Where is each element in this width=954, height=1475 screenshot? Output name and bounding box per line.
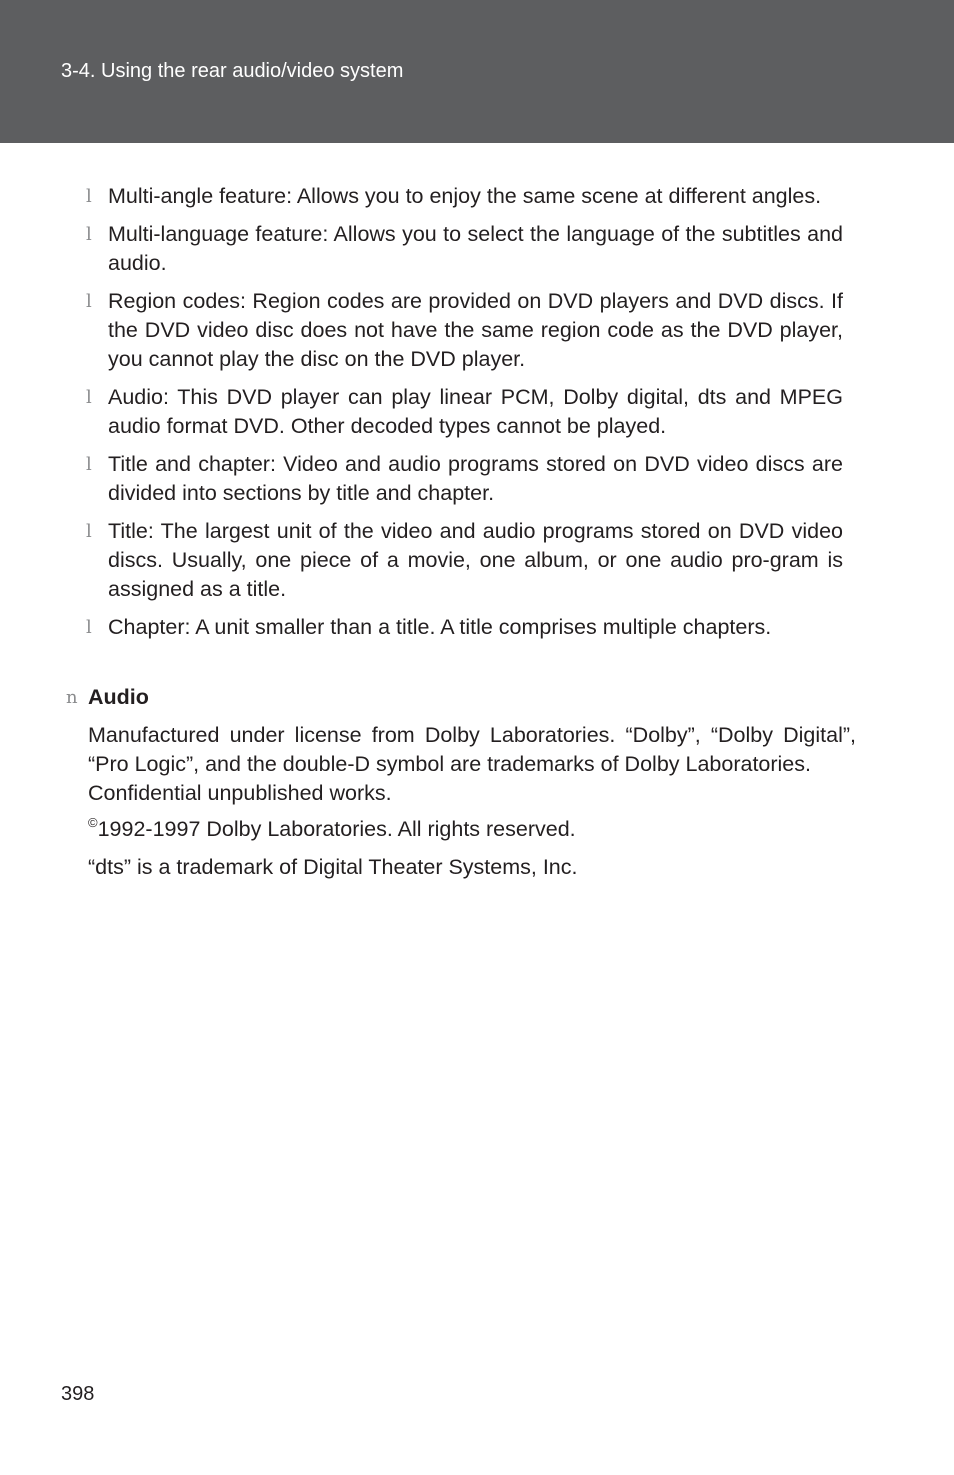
list-item-text: Title and chapter: Video and audio programs stored on DVD video discs are divided into sections by title and chapter. (108, 452, 843, 505)
list-item (0, 613, 954, 642)
bullet-marker-icon: l (86, 291, 92, 312)
confidential-text: Confidential unpublished works. (88, 781, 392, 805)
section-heading: Audio (88, 685, 149, 709)
bullet-marker-icon: l (86, 521, 92, 542)
list-item-text: Multi-language feature: Allows you to select the language of the subtitles and audio. (108, 222, 843, 275)
dolby-license-text: Manufactured under license from Dolby Laboratories. “Dolby”, “Dolby Digital”, “Pro Logic”, and the double-D symbol are trademarks of Dolby Laboratories. (88, 723, 856, 776)
list-item (0, 383, 954, 441)
bullet-marker-icon: l (86, 224, 92, 245)
section-title: 3-4. Using the rear audio/video system (61, 60, 404, 82)
dts-trademark-text: “dts” is a trademark of Digital Theater Systems, Inc. (88, 855, 578, 879)
list-item-text: Audio: This DVD player can play linear PCM, Dolby digital, dts and MPEG audio format DVD. Other decoded types cannot be played. (108, 385, 843, 438)
copyright-text: 1992-1997 Dolby Laboratories. All rights reserved. (97, 817, 576, 841)
spacer (0, 844, 954, 853)
list-item-text: Title: The largest unit of the video and audio programs stored on DVD video discs. Usually, one piece of a movie, one album, or one audio pro-gram is assigned as a title. (108, 519, 843, 601)
copyright-icon: © (88, 815, 98, 830)
list-item (0, 517, 954, 604)
bullet-marker-icon: l (86, 454, 92, 475)
feature-bullet-list (0, 182, 954, 651)
bullet-marker-icon: l (86, 186, 92, 207)
bullet-marker-icon: l (86, 387, 92, 408)
bullet-marker-icon: l (86, 617, 92, 638)
list-item (0, 450, 954, 508)
list-item (0, 287, 954, 374)
list-item-text: Multi-angle feature: Allows you to enjoy the same scene at different angles. (108, 184, 822, 208)
section-marker-icon: n (66, 687, 78, 708)
page-number: 398 (61, 1383, 95, 1405)
list-item-text: Chapter: A unit smaller than a title. A title comprises multiple chapters. (108, 615, 772, 639)
audio-section (0, 683, 954, 882)
header-band (0, 0, 954, 143)
list-item (0, 182, 954, 211)
list-item (0, 220, 954, 278)
section-heading-row (0, 683, 954, 712)
copyright-line (88, 808, 856, 844)
list-item-text: Region codes: Region codes are provided on DVD players and DVD discs. If the DVD video disc does not have the same region code as the DVD player, you cannot play the disc on the DVD player. (108, 289, 843, 371)
